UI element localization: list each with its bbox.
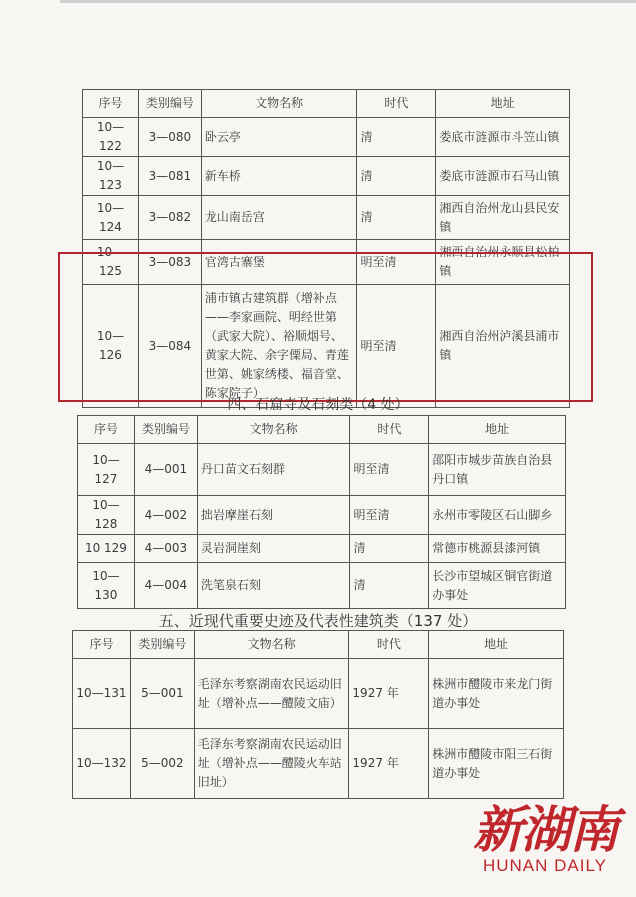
table-header-row <box>83 90 570 118</box>
cell-name: 毛泽东考察湖南农民运动旧址（增补点——醴陵文庙） <box>194 659 349 729</box>
header-era: 时代 <box>350 416 429 444</box>
cell-era: 1927 年 <box>349 659 429 729</box>
cell-no: 10—124 <box>83 196 139 240</box>
cell-address: 湘西自治州永顺县松柏镇 <box>436 240 570 285</box>
logo-english: HUNAN DAILY <box>482 856 608 875</box>
cell-name: 新车桥 <box>201 157 357 196</box>
cell-address: 长沙市望城区铜官街道办事处 <box>429 563 566 609</box>
cell-address: 邵阳市城步苗族自治县丹口镇 <box>429 444 566 496</box>
cell-address: 湘西自治州泸溪县浦市镇 <box>436 285 570 408</box>
table-row <box>78 563 566 609</box>
header-no: 序号 <box>78 416 135 444</box>
cell-category: 5—002 <box>130 729 194 799</box>
cell-address: 娄底市涟源市斗笠山镇 <box>436 118 570 157</box>
header-era: 时代 <box>357 90 436 118</box>
top-edge-shadow <box>60 0 636 3</box>
cell-name: 拙岩摩崖石刻 <box>197 496 350 535</box>
cell-address: 株洲市醴陵市阳三石街道办事处 <box>429 729 564 799</box>
header-era: 时代 <box>349 631 429 659</box>
cell-era: 清 <box>357 196 436 240</box>
table-row <box>78 444 566 496</box>
logo-chinese: 新湖南 <box>473 800 617 859</box>
cell-era: 明至清 <box>350 444 429 496</box>
cell-category: 4—002 <box>134 496 197 535</box>
highlight-box <box>58 252 593 402</box>
cell-address: 湘西自治州龙山县民安镇 <box>436 196 570 240</box>
header-name: 文物名称 <box>197 416 350 444</box>
cell-address: 娄底市涟源市石马山镇 <box>436 157 570 196</box>
cell-no: 10—128 <box>78 496 135 535</box>
header-name: 文物名称 <box>201 90 357 118</box>
table-header-row <box>73 631 564 659</box>
cell-no: 10—125 <box>83 240 139 285</box>
cell-no: 10—127 <box>78 444 135 496</box>
cell-era: 明至清 <box>350 496 429 535</box>
header-category: 类别编号 <box>134 416 197 444</box>
cell-no: 10—130 <box>78 563 135 609</box>
cell-era: 清 <box>357 118 436 157</box>
cell-address: 常德市桃源县漆河镇 <box>429 535 566 563</box>
header-category: 类别编号 <box>138 90 201 118</box>
heritage-table-section5 <box>72 630 564 799</box>
cell-no: 10—126 <box>83 285 139 408</box>
cell-category: 3—083 <box>138 240 201 285</box>
cell-category: 3—082 <box>138 196 201 240</box>
table-row <box>83 196 570 240</box>
table-row <box>83 157 570 196</box>
cell-name: 卧云亭 <box>201 118 357 157</box>
table-header-row <box>78 416 566 444</box>
cell-name: 龙山南岳宫 <box>201 196 357 240</box>
header-address: 地址 <box>429 631 564 659</box>
cell-name: 毛泽东考察湖南农民运动旧址（增补点——醴陵火车站旧址） <box>194 729 349 799</box>
cell-category: 3—081 <box>138 157 201 196</box>
cell-name: 丹口苗文石刻群 <box>197 444 350 496</box>
header-address: 地址 <box>436 90 570 118</box>
cell-era: 清 <box>350 563 429 609</box>
table-row <box>83 118 570 157</box>
cell-name: 浦市镇古建筑群（增补点——李家画院、明经世第（武家大院）、裕顺烟号、黄家大院、余字傈局、青莲世第、姚家绣楼、福音堂、陈家院子） <box>201 285 357 408</box>
cell-name: 灵岩洞崖刻 <box>197 535 350 563</box>
table-row <box>73 659 564 729</box>
table-row <box>73 729 564 799</box>
header-address: 地址 <box>429 416 566 444</box>
hunan-daily-logo <box>465 790 625 890</box>
cell-category: 4—004 <box>134 563 197 609</box>
cell-no: 10—122 <box>83 118 139 157</box>
cell-no: 10—123 <box>83 157 139 196</box>
cell-no: 10—131 <box>73 659 131 729</box>
cell-no: 10—132 <box>73 729 131 799</box>
header-no: 序号 <box>73 631 131 659</box>
header-no: 序号 <box>83 90 139 118</box>
cell-category: 3—084 <box>138 285 201 408</box>
header-name: 文物名称 <box>194 631 349 659</box>
cell-era: 明至清 <box>357 285 436 408</box>
header-category: 类别编号 <box>130 631 194 659</box>
cell-era: 1927 年 <box>349 729 429 799</box>
section-heading-4: 四、石窟寺及石刻类（4 处） <box>227 397 409 413</box>
section-heading-5: 五、近现代重要史迹及代表性建筑类（137 处） <box>158 612 478 630</box>
cell-no: 10 129 <box>78 535 135 563</box>
cell-name: 洗笔泉石刻 <box>197 563 350 609</box>
cell-era: 清 <box>350 535 429 563</box>
cell-name: 官湾古寨堡 <box>201 240 357 285</box>
table-row <box>78 535 566 563</box>
table-row <box>78 496 566 535</box>
cell-era: 清 <box>357 157 436 196</box>
heritage-table-section4 <box>77 415 566 609</box>
cell-address: 永州市零陵区石山脚乡 <box>429 496 566 535</box>
cell-address: 株洲市醴陵市来龙门街道办事处 <box>429 659 564 729</box>
cell-category: 4—003 <box>134 535 197 563</box>
cell-category: 5—001 <box>130 659 194 729</box>
cell-category: 4—001 <box>134 444 197 496</box>
cell-era: 明至清 <box>357 240 436 285</box>
cell-category: 3—080 <box>138 118 201 157</box>
